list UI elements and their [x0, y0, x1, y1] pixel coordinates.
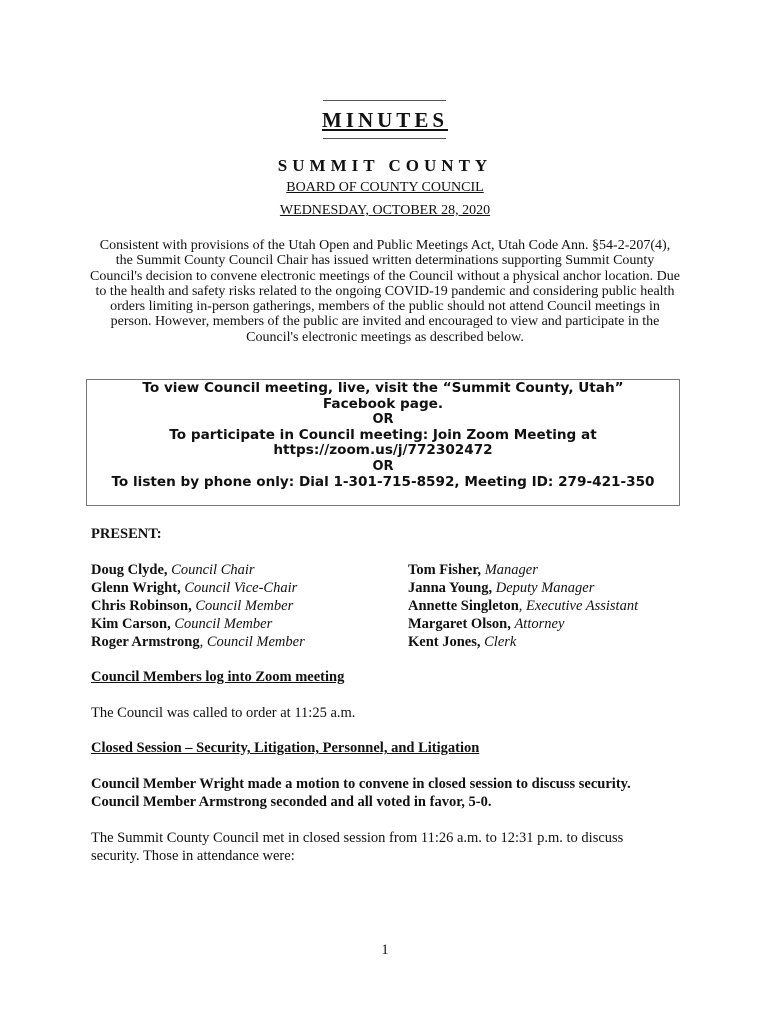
attendee: Margaret Olson, Attorney [408, 616, 565, 632]
or-separator: OR [372, 458, 394, 474]
meeting-date: WEDNESDAY, OCTOBER 28, 2020 [279, 203, 491, 218]
board-name: BOARD OF COUNTY COUNCIL [286, 180, 484, 195]
county-name: SUMMIT COUNTY [277, 156, 493, 175]
attendee: Annette Singleton, Executive Assistant [408, 598, 639, 614]
phone-line: To listen by phone only: Dial 1-301-715-8592, Meeting ID: 279-421-350 [111, 473, 655, 490]
motion-line: Council Member Wright made a motion to convene in closed session to discuss security. [91, 776, 631, 792]
motion-line: Council Member Armstrong seconded and all voted in favor, 5-0. [91, 794, 492, 810]
attendees-right-column [408, 561, 638, 651]
meeting-access-box [86, 379, 680, 506]
page-number: 1 [381, 942, 389, 958]
title-bottom-rule [323, 138, 446, 139]
call-to-order-text: The Council was called to order at 11:25 a.m. [91, 705, 356, 721]
section-heading-zoom-login: Council Members log into Zoom meeting [91, 669, 345, 685]
attendee: Kim Carson, Council Member [91, 616, 273, 632]
attendee: Kent Jones, Clerk [408, 634, 517, 650]
attendee: Doug Clyde, Council Chair [91, 562, 255, 578]
attendee: Roger Armstrong, Council Member [91, 634, 305, 650]
present-label: PRESENT: [91, 526, 162, 542]
facebook-line: To view Council meeting, live, visit the “Summit County, Utah” [142, 380, 624, 396]
intro-paragraph: Consistent with provisions of the Utah Open and Public Meetings Act, Utah Code Ann. §54-2-207(4), the Summit County Council Chair has issued written determinations supporting Summit County Council's decision to convene electronic meetings of the Council without a physical anchor location. Due to the health and safety risks related to the ongoing COVID-19 pandemic and considering public health orders limiting in-person gatherings, members of the public should not attend Council meetings in person. However, members of the public are invited and encouraged to view and participate in the Council's electronic meetings as described below. [90, 238, 680, 345]
document-title: MINUTES [321, 108, 449, 132]
motion-text [91, 775, 691, 811]
attendee: Glenn Wright, Council Vice-Chair [91, 580, 298, 596]
attendee: Janna Young, Deputy Manager [408, 580, 595, 596]
attendee: Tom Fisher, Manager [408, 562, 538, 578]
facebook-line-2: Facebook page. [322, 395, 444, 412]
closed-session-text: The Summit County Council met in closed session from 11:26 a.m. to 12:31 p.m. to discuss security. Those in attendance were: [91, 830, 624, 864]
or-separator: OR [372, 412, 394, 428]
section-heading-closed-session: Closed Session – Security, Litigation, Personnel, and Litigation [91, 740, 480, 756]
zoom-line: To participate in Council meeting: Join Zoom Meeting at [169, 426, 597, 443]
title-top-rule [323, 100, 446, 101]
attendees-left-column [91, 561, 305, 651]
zoom-link[interactable]: https://zoom.us/j/772302472 [273, 442, 493, 459]
attendee: Chris Robinson, Council Member [91, 598, 294, 614]
